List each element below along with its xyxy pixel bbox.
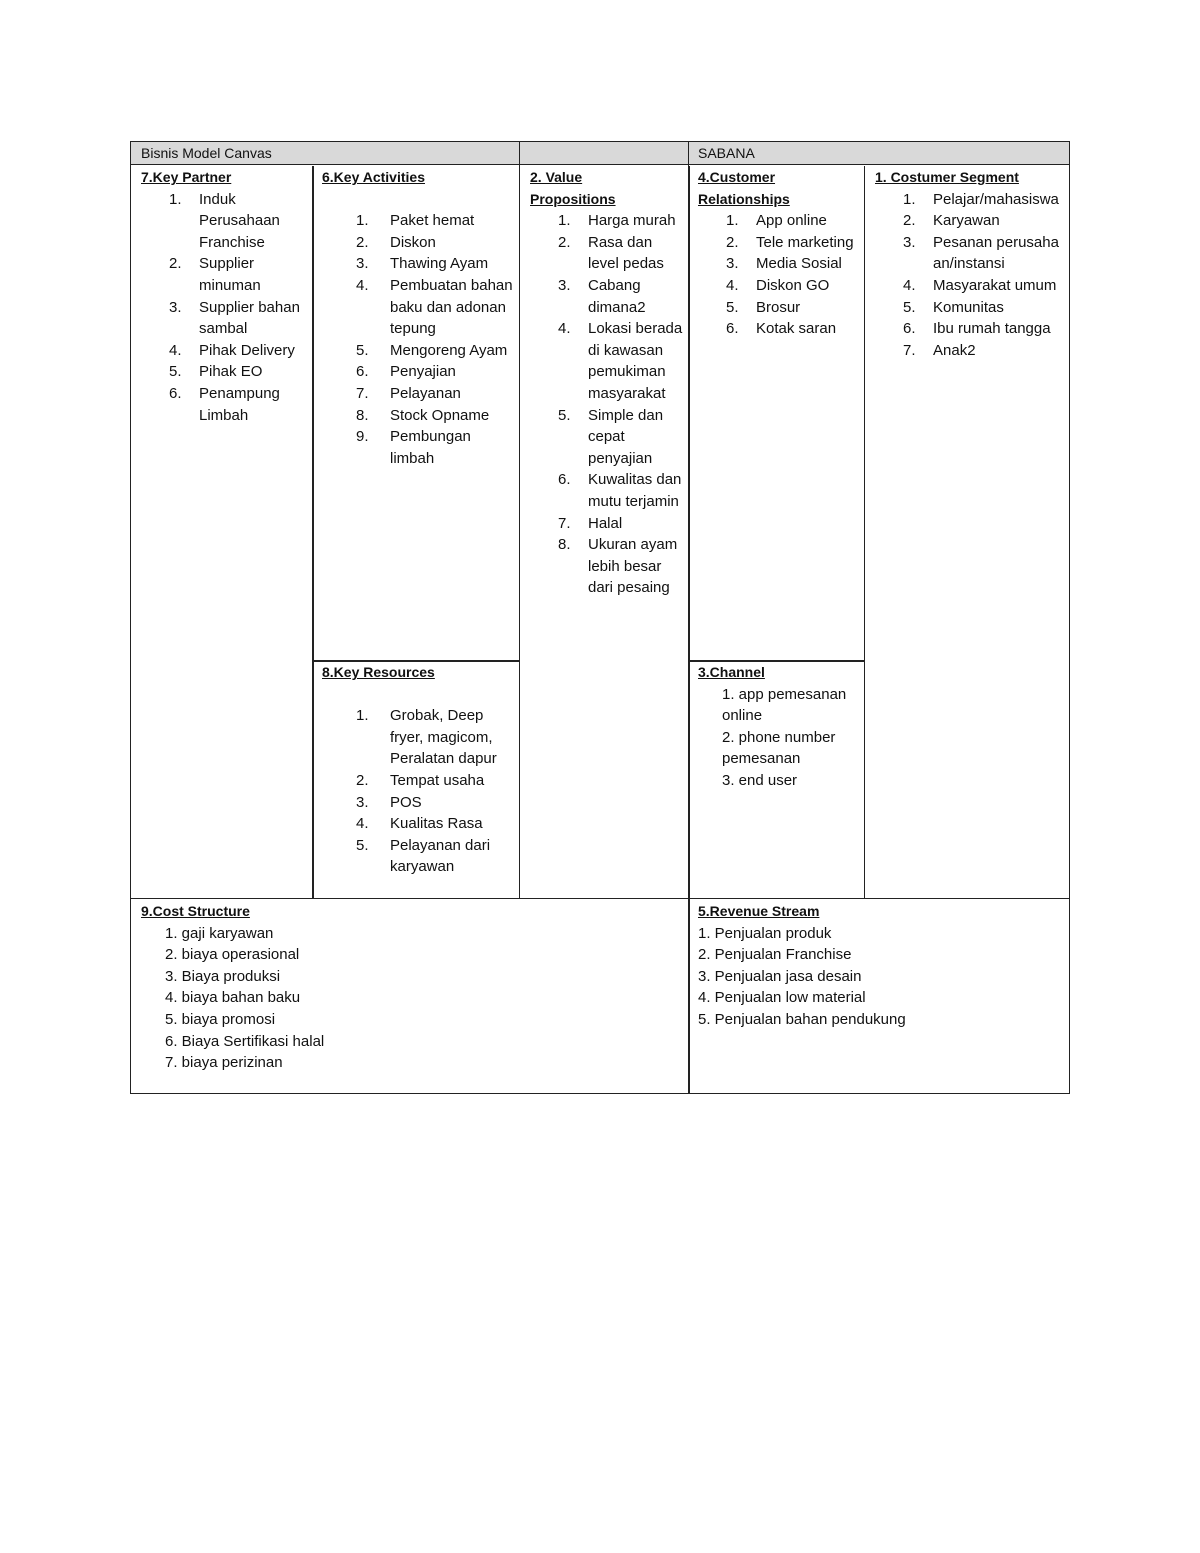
list-item: 6. Penyajian xyxy=(356,363,456,381)
list-item: 5. Pihak EO xyxy=(169,363,263,381)
key-activities-cell xyxy=(314,166,519,469)
key-activities-list xyxy=(322,210,513,469)
list-item: 9. Pembungan limbah xyxy=(356,428,471,467)
list-item: 5. Simple dan cepat penyajian xyxy=(558,406,664,467)
channel-title: 3.Channel xyxy=(698,664,765,680)
list-item: 4. Pembuatan bahan baku dan adonan tepung xyxy=(356,276,513,338)
list-item: 1. app pemesanan online xyxy=(722,685,847,725)
customer-segment-title: 1. Costumer Segment xyxy=(875,169,1019,185)
key-partner-title: 7.Key Partner xyxy=(141,169,232,185)
revenue-stream-list xyxy=(698,923,1061,1031)
list-item: 1. Penjualan produk xyxy=(698,924,832,942)
list-item: 2. phone number pemesanan xyxy=(722,728,836,768)
divider xyxy=(519,142,520,166)
customer-segment-cell xyxy=(865,166,1069,361)
list-item: 1. Pelajar/mahasiswa xyxy=(903,190,1059,208)
key-resources-cell xyxy=(314,662,519,878)
list-item: 3. POS xyxy=(356,793,422,811)
list-item: 3. Biaya produksi xyxy=(165,967,281,985)
list-item: 3. Supplier bahan sambal xyxy=(169,298,300,338)
list-item: 1. Paket hemat xyxy=(356,212,475,230)
header-left-cell xyxy=(131,142,519,165)
value-propositions-title: 2. Value Propositions xyxy=(530,169,616,207)
list-item: 6. Kuwalitas dan mutu terjamin xyxy=(558,471,682,510)
customer-relationships-title: 4.Customer Relationships xyxy=(698,169,790,207)
list-item: 4. Lokasi berada di kawasan pemukiman masyarakat xyxy=(558,320,683,402)
key-activities-title: 6.Key Activities xyxy=(322,169,425,185)
value-propositions-cell xyxy=(520,166,688,599)
cost-structure-cell xyxy=(131,899,688,1074)
business-name: SABANA xyxy=(698,145,755,161)
list-item: 2. Supplier minuman xyxy=(169,255,261,294)
list-item: 2. Tempat usaha xyxy=(356,771,485,789)
list-item: 5. Brosur xyxy=(726,298,801,316)
list-item: 6. Penampung Limbah xyxy=(169,384,280,424)
list-item: 8. Stock Opname xyxy=(356,406,490,424)
list-item: 5. biaya promosi xyxy=(165,1010,276,1028)
list-item: 4. Masyarakat umum xyxy=(903,276,1057,294)
list-item: 3. Media Sosial xyxy=(726,255,842,273)
list-item: 2. Karyawan xyxy=(903,212,1000,230)
customer-relationships-list xyxy=(698,210,860,340)
list-item: 4. biaya bahan baku xyxy=(165,989,301,1007)
list-item: 1. Harga murah xyxy=(558,212,676,230)
key-resources-list xyxy=(322,705,513,878)
list-item: 2. Penjualan Franchise xyxy=(698,946,852,964)
list-item: 1. Grobak, Deep fryer, magicom, Peralatan dapur xyxy=(356,707,497,768)
value-propositions-list xyxy=(530,210,684,599)
list-item: 4. Pihak Delivery xyxy=(169,341,295,359)
list-item: 7. Anak2 xyxy=(903,341,976,359)
list-item: 5. Penjualan bahan pendukung xyxy=(698,1010,906,1028)
canvas-title: Bisnis Model Canvas xyxy=(141,145,272,161)
revenue-stream-title: 5.Revenue Stream xyxy=(698,903,820,919)
list-item: 6. Biaya Sertifikasi halal xyxy=(165,1032,325,1050)
list-item: 3. Penjualan jasa desain xyxy=(698,967,862,985)
channel-list xyxy=(698,684,860,792)
list-item: 2. Tele marketing xyxy=(726,233,854,251)
list-item: 4. Diskon GO xyxy=(726,276,830,294)
cost-structure-title: 9.Cost Structure xyxy=(141,903,250,919)
list-item: 3. Pesanan perusahaan/instansi xyxy=(903,233,1059,273)
list-item: 3. Cabang dimana2 xyxy=(558,276,646,316)
list-item: 7. Pelayanan xyxy=(356,384,461,402)
business-model-canvas-table xyxy=(130,141,1070,1094)
key-partner-list xyxy=(141,189,312,427)
customer-segment-list xyxy=(875,189,1063,362)
list-item: 6. Ibu rumah tangga xyxy=(903,320,1051,338)
list-item: 1. gaji karyawan xyxy=(165,924,274,942)
header-right-cell xyxy=(688,142,1069,165)
key-partner-cell xyxy=(131,166,312,426)
list-item: 5. Komunitas xyxy=(903,298,1004,316)
list-item: 4. Kualitas Rasa xyxy=(356,815,483,833)
list-item: 2. biaya operasional xyxy=(165,946,300,964)
customer-relationships-cell xyxy=(690,166,864,340)
list-item: 1. Induk Perusahaan Franchise xyxy=(169,190,280,251)
list-item: 2. Diskon xyxy=(356,233,436,251)
list-item: 4. Penjualan low material xyxy=(698,989,866,1007)
divider xyxy=(688,142,689,166)
list-item: 7. Halal xyxy=(558,514,623,532)
list-item: 2. Rasa dan level pedas xyxy=(558,233,664,273)
channel-cell xyxy=(690,662,864,792)
list-item: 5. Pelayanan dari karyawan xyxy=(356,836,491,876)
list-item: 3. end user xyxy=(722,771,798,789)
list-item: 8. Ukuran ayam lebih besar dari pesaing xyxy=(558,536,678,597)
header-middle-cell xyxy=(519,142,688,165)
list-item: 6. Kotak saran xyxy=(726,320,837,338)
list-item: 1. App online xyxy=(726,212,827,230)
list-item: 5. Mengoreng Ayam xyxy=(356,341,508,359)
list-item: 3. Thawing Ayam xyxy=(356,255,489,273)
list-item: 7. biaya perizinan xyxy=(165,1054,283,1072)
cost-structure-list xyxy=(141,923,678,1074)
revenue-stream-cell xyxy=(690,899,1069,1031)
key-resources-title: 8.Key Resources xyxy=(322,664,435,680)
